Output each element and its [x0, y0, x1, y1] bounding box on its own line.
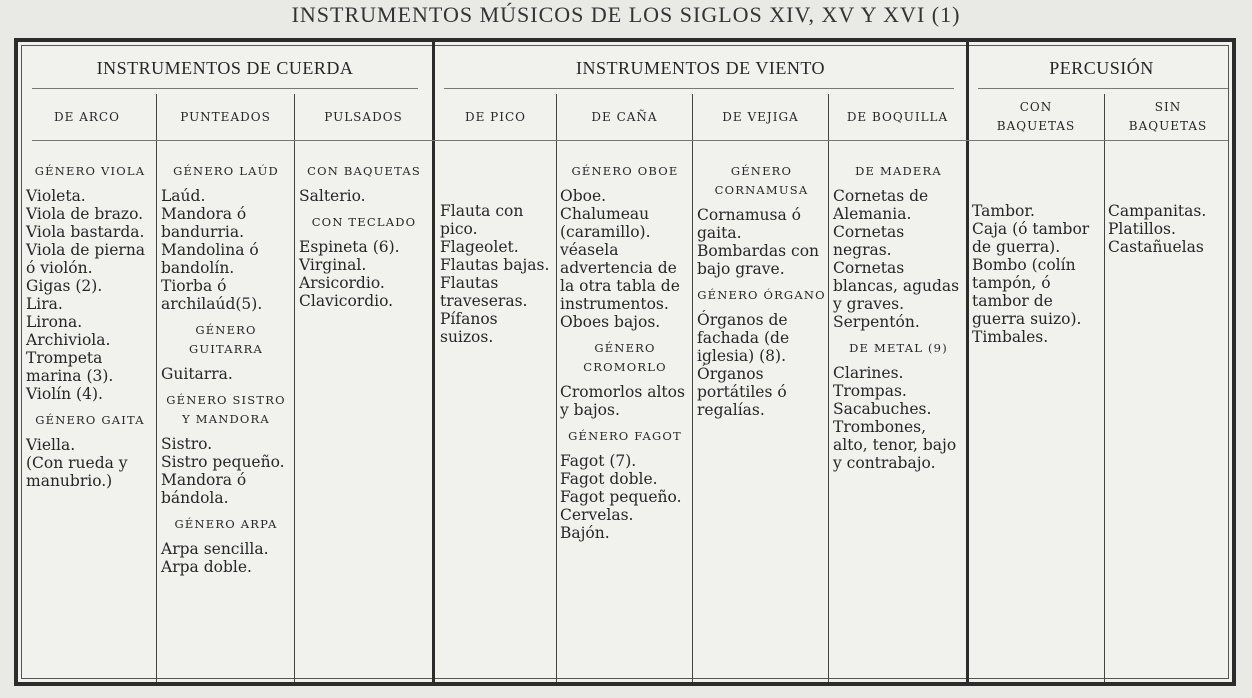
genus-label: DE MADERA	[855, 164, 942, 178]
divider-con-sin	[1104, 94, 1105, 682]
group-percusion: PERCUSIÓN	[1049, 58, 1154, 78]
instrument-item: Espineta (6).	[299, 238, 400, 256]
rule-viento	[444, 88, 954, 89]
genus-label: GÉNERO GUITARRA	[189, 323, 263, 356]
genus-label: DE METAL (9)	[849, 341, 948, 355]
instrument-item: Salterio.	[299, 187, 366, 205]
instrument-item: Laúd.	[161, 187, 206, 205]
genus-label: CON TECLADO	[311, 215, 417, 229]
instrument-item: Cornetas de Alemania.	[833, 187, 929, 223]
instrument-item: Fagot pequeño.	[560, 488, 682, 506]
subhead-punteados: PUNTEADOS	[180, 110, 271, 124]
rule-cuerda	[32, 88, 418, 89]
instrument-item: Bombardas con bajo grave.	[697, 242, 820, 278]
column-sin-baquetas	[1108, 202, 1234, 256]
instrument-item: Cornetas blancas, agudas y graves.	[833, 259, 960, 313]
instrument-item: Viola de pierna ó violón.	[26, 241, 146, 277]
divider-vejiga-boquilla	[828, 94, 829, 682]
instrument-item: Viola de brazo.	[26, 205, 144, 223]
genus-label: GÉNERO FAGOT	[568, 429, 682, 443]
instrument-item: Pífanos suizos.	[440, 310, 498, 346]
instrument-item: Bajón.	[560, 524, 610, 542]
instrument-item: Sacabuches.	[833, 400, 932, 418]
instrument-item: Lirona.	[26, 313, 83, 331]
instrument-item: Clavicordio.	[299, 292, 394, 310]
subhead-boquilla: DE BOQUILLA	[846, 110, 949, 124]
instrument-item: Serpentón.	[833, 313, 920, 331]
instrument-item: Tiorba ó archilaúd(5).	[161, 277, 263, 313]
instrument-item: Órganos portátiles ó regalías.	[697, 365, 787, 419]
divider-punteados-pulsados	[294, 94, 295, 682]
column-pico	[440, 202, 554, 346]
rule-subheads	[32, 140, 1228, 141]
genus-label: GÉNERO GAITA	[35, 413, 145, 427]
instrument-item: Cornamusa ó gaita.	[697, 206, 801, 242]
subhead-sin-baquetas: SIN BAQUETAS	[1128, 100, 1208, 133]
instrument-item: Castañuelas	[1108, 238, 1204, 256]
genus-label: GÉNERO LAÚD	[173, 164, 279, 178]
instrument-item: Platillos.	[1108, 220, 1176, 238]
instrument-item: Mandolina ó bandolín.	[161, 241, 259, 277]
instrument-item: Trompas.	[833, 382, 907, 400]
genus-label: GÉNERO ARPA	[174, 517, 278, 531]
instrument-item: (Con rueda y manubrio.)	[26, 454, 128, 490]
instrument-item: Flautas bajas.	[440, 256, 550, 274]
instrument-item: Archiviola.	[26, 331, 111, 349]
instrument-item: Fagot doble.	[560, 470, 658, 488]
instrument-item: Trombones, alto, tenor, bajo y contrabajo.	[833, 418, 957, 472]
instrument-item: Virginal.	[299, 256, 367, 274]
subhead-con-baquetas: CON BAQUETAS	[996, 100, 1076, 133]
divider-pico-cana	[556, 94, 557, 682]
divider-cana-vejiga	[692, 94, 693, 682]
instrument-item: Mandora ó bandurria.	[161, 205, 247, 241]
column-pulsados	[299, 162, 429, 310]
rule-percusion	[978, 88, 1228, 89]
instrument-item: Timbales.	[972, 328, 1049, 346]
subhead-vejiga: DE VEJIGA	[722, 110, 799, 124]
instrument-item: Clarines.	[833, 364, 904, 382]
column-cana	[560, 162, 690, 542]
instrument-item: Arpa doble.	[161, 558, 252, 576]
instrument-item: Sistro pequeño.	[161, 453, 285, 471]
instrument-item: Mandora ó bándola.	[161, 471, 247, 507]
column-punteados	[161, 162, 291, 576]
genus-label: GÉNERO CROMORLO	[583, 341, 667, 374]
instrument-item: Guitarra.	[161, 365, 233, 383]
instrument-item: Cervelas.	[560, 506, 634, 524]
group-viento: INSTRUMENTOS DE VIENTO	[575, 58, 825, 78]
genus-label: GÉNERO SISTRO Y MANDORA	[166, 393, 286, 426]
subhead-arco: DE ARCO	[54, 110, 120, 124]
instrument-item: Violín (4).	[26, 385, 103, 403]
genus-label: CON BAQUETAS	[307, 164, 421, 178]
instrument-item: Lira.	[26, 295, 63, 313]
column-con-baquetas	[972, 202, 1100, 346]
instrument-item: Oboe.	[560, 187, 607, 205]
genus-label: GÉNERO ÓRGANO	[697, 288, 826, 302]
instrument-item: Campanitas.	[1108, 202, 1207, 220]
instrument-item: Oboes bajos.	[560, 313, 661, 331]
instrument-item: Fagot (7).	[560, 452, 637, 470]
instrument-item: Cromorlos altos y bajos.	[560, 383, 685, 419]
instrument-item: Caja (ó tambor de guerra).	[972, 220, 1090, 256]
divider-viento-percusion	[966, 42, 969, 682]
group-cuerda: INSTRUMENTOS DE CUERDA	[96, 58, 354, 78]
instrument-item: Sistro.	[161, 435, 213, 453]
divider-arco-punteados	[156, 94, 157, 682]
instrument-item: Arpa sencilla.	[161, 540, 269, 558]
instrument-item: Bombo (colín tampón, ó tambor de guerra suizo).	[972, 256, 1082, 328]
instrument-item: Órganos de fachada (de iglesia) (8).	[697, 311, 790, 365]
instrument-item: Violeta.	[26, 187, 86, 205]
column-arco	[26, 162, 154, 490]
page-title: INSTRUMENTOS MÚSICOS DE LOS SIGLOS XIV, XV Y XVI (1)	[291, 2, 961, 27]
instrument-item: Chalumeau (caramillo). véasela advertencia de la otra tabla de instrumentos.	[560, 205, 680, 313]
subhead-pico: DE PICO	[464, 110, 527, 124]
subhead-cana: DE CAÑA	[591, 110, 658, 124]
instrument-item: Trompeta marina (3).	[26, 349, 114, 385]
instrument-item: Tambor.	[972, 202, 1035, 220]
genus-label: GÉNERO VIOLA	[34, 164, 146, 178]
column-boquilla	[833, 162, 964, 472]
instrument-item: Gigas (2).	[26, 277, 103, 295]
genus-label: GÉNERO OBOE	[571, 164, 679, 178]
genus-label: GÉNERO CORNAMUSA	[714, 164, 809, 197]
instrument-item: Flauta con pico.	[440, 202, 524, 238]
instrument-item: Cornetas negras.	[833, 223, 905, 259]
column-vejiga	[697, 162, 826, 419]
instrument-item: Flautas traveseras.	[440, 274, 528, 310]
instrument-item: Viola bastarda.	[26, 223, 145, 241]
instrument-item: Arsicordio.	[299, 274, 385, 292]
instrument-item: Viella.	[26, 436, 76, 454]
divider-cuerda-viento	[432, 42, 435, 682]
subhead-pulsados: PULSADOS	[324, 110, 403, 124]
instrument-item: Flageolet.	[440, 238, 519, 256]
instrument-table	[14, 38, 1236, 686]
